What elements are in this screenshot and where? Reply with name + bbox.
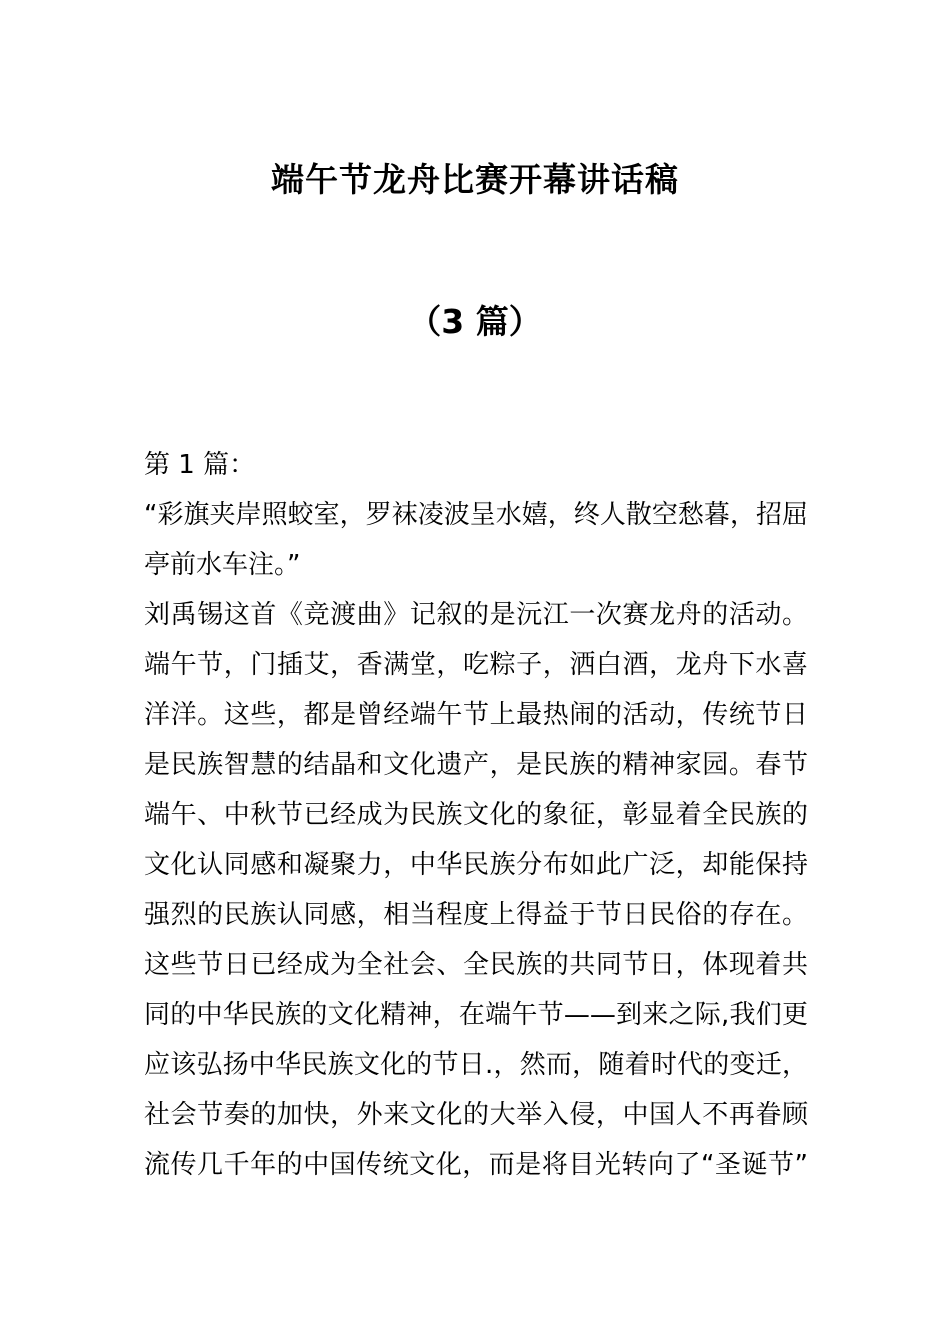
body-line: 亭前水车注。” xyxy=(144,550,301,580)
body-line: 这些节日已经成为全社会、全民族的共同节日，体现着共 xyxy=(144,950,808,980)
body-line: 端午节，门插艾，香满堂，吃粽子，洒白酒，龙舟下水喜 xyxy=(144,650,808,680)
section-heading: 第 1 篇： xyxy=(144,450,256,480)
body-line: 文化认同感和凝聚力，中华民族分布如此广泛，却能保持 xyxy=(144,850,808,880)
document-title: 端午节龙舟比赛开幕讲话稿 xyxy=(271,160,679,199)
body-line: 是民族智慧的结晶和文化遗产，是民族的精神家园。春节 xyxy=(144,750,808,780)
body-line: 流传几千年的中国传统文化，而是将目光转向了“圣诞节” xyxy=(144,1150,808,1180)
body-line: 应该弘扬中华民族文化的节日.，然而，随着时代的变迁， xyxy=(144,1050,808,1080)
body-line: 洋洋。这些，都是曾经端午节上最热闹的活动，传统节日 xyxy=(144,700,808,730)
body-line: 强烈的民族认同感，相当程度上得益于节日民俗的存在。 xyxy=(144,900,808,930)
body-line: “彩旗夹岸照蛟室，罗袜凌波呈水嬉，终人散空愁暮，招屈 xyxy=(144,500,808,530)
document-subtitle: （3 篇） xyxy=(408,302,542,341)
body-line: 端午、中秋节已经成为民族文化的象征，彰显着全民族的 xyxy=(144,800,808,830)
body-line: 社会节奏的加快，外来文化的大举入侵，中国人不再眷顾 xyxy=(144,1100,808,1130)
body-line: 刘禹锡这首《竞渡曲》记叙的是沅江一次赛龙舟的活动。 xyxy=(144,600,808,630)
document-body xyxy=(144,440,808,1190)
body-line: 同的中华民族的文化精神，在端午节——到来之际,我们更 xyxy=(144,1000,808,1030)
